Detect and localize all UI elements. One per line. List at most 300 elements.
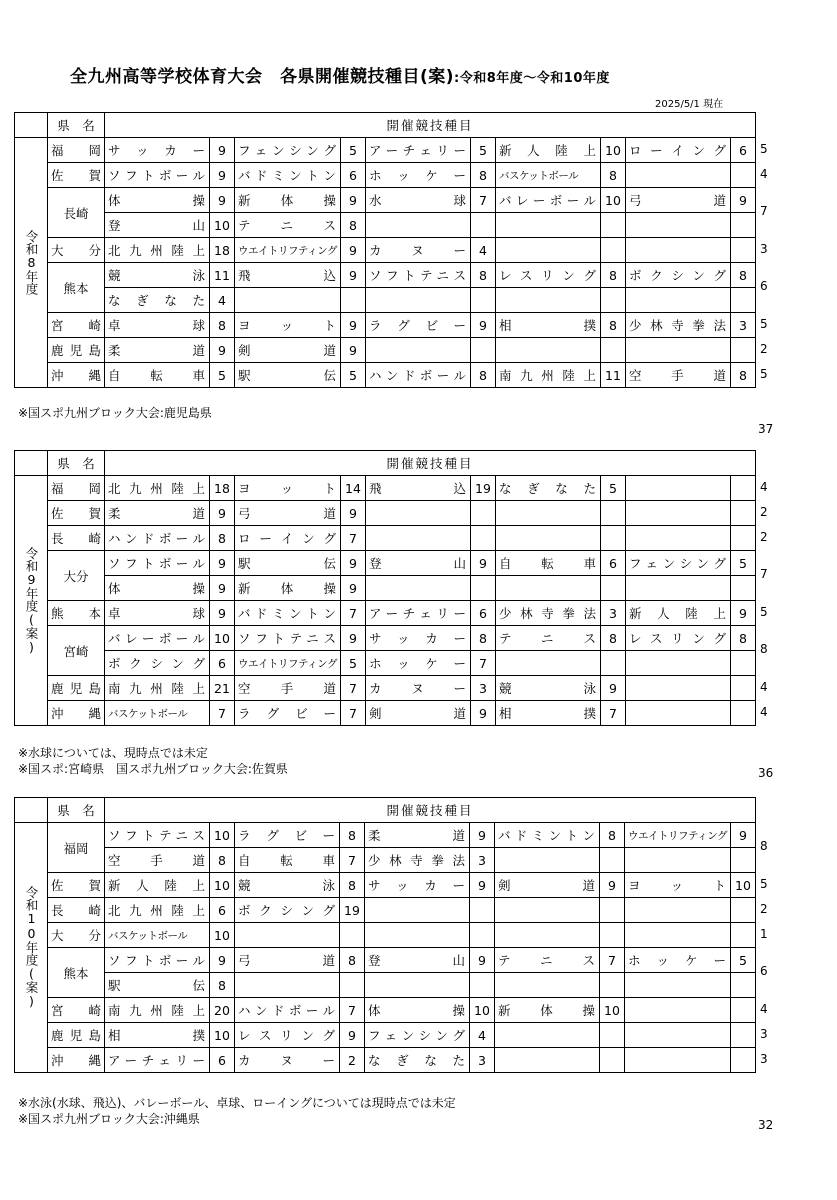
team-count: 6 (210, 898, 235, 923)
team-count: 10 (730, 873, 755, 898)
team-count (470, 288, 495, 313)
team-count: 8 (730, 363, 755, 388)
event-name: 競泳 (105, 263, 210, 288)
event-name (365, 973, 470, 998)
team-count: 4 (470, 1023, 495, 1048)
event-name: バスケットボール (105, 701, 210, 726)
team-count (600, 338, 625, 363)
pref-header: 県 名 (48, 451, 105, 476)
team-count (600, 288, 625, 313)
team-count (600, 501, 625, 526)
team-count (470, 338, 495, 363)
table-row (15, 948, 756, 973)
title-main: 全九州高等学校体育大会 各県開催競技種目(案) (70, 67, 455, 87)
event-name: カヌー (235, 1048, 340, 1073)
event-name (365, 501, 470, 526)
event-name: 剣道 (365, 701, 470, 726)
event-name (365, 288, 470, 313)
grand-total: 37 (758, 422, 774, 436)
team-count: 5 (340, 138, 365, 163)
team-count (730, 213, 755, 238)
event-name (495, 1023, 600, 1048)
row-total: 2 (760, 341, 768, 356)
team-count: 8 (340, 873, 365, 898)
event-name (235, 973, 340, 998)
team-count: 9 (730, 823, 755, 848)
team-count (340, 973, 365, 998)
event-name: 柔道 (105, 338, 210, 363)
event-name: バスケットボール (105, 923, 210, 948)
event-name (625, 238, 730, 263)
events-header: 開催競技種目 (105, 798, 756, 823)
event-name: 相撲 (105, 1023, 210, 1048)
row-total: 8 (760, 642, 768, 656)
table-row (15, 873, 756, 898)
event-name: バスケットボール (495, 163, 600, 188)
event-name: 空手道 (235, 676, 341, 701)
row-total: 5 (760, 604, 768, 619)
prefecture-name: 佐賀 (48, 501, 105, 526)
event-name (625, 898, 731, 923)
event-name (625, 163, 730, 188)
table-row (15, 651, 756, 676)
event-name: 北九州陸上 (105, 898, 210, 923)
event-name (625, 998, 731, 1023)
team-count: 9 (600, 873, 625, 898)
event-name (625, 848, 731, 873)
event-name: テニス (235, 213, 341, 238)
event-name (235, 288, 341, 313)
event-name: ソフトボール (105, 551, 210, 576)
team-count: 7 (470, 188, 495, 213)
team-count (730, 1048, 755, 1073)
team-count (730, 676, 755, 701)
prefecture-name: 鹿児島 (48, 1023, 105, 1048)
team-count: 19 (470, 476, 495, 501)
table-row (15, 476, 756, 501)
row-total: 7 (760, 204, 768, 218)
table-row (15, 163, 756, 188)
team-count: 3 (470, 676, 495, 701)
event-name: 弓道 (235, 501, 341, 526)
team-count (730, 923, 755, 948)
event-name: なぎなた (495, 476, 600, 501)
event-name: ハンドボール (235, 998, 340, 1023)
team-count: 9 (210, 338, 235, 363)
team-count: 10 (600, 138, 625, 163)
event-name (495, 288, 600, 313)
event-name: 南九州陸上 (105, 676, 210, 701)
event-name: 飛込 (235, 263, 341, 288)
prefecture-name: 熊本 (48, 948, 105, 998)
team-count: 8 (340, 823, 365, 848)
event-name: 南九州陸上 (105, 998, 210, 1023)
team-count: 7 (340, 526, 365, 551)
event-name: 卓球 (105, 601, 210, 626)
table-row (15, 923, 756, 948)
schedule-table (14, 112, 756, 388)
event-name (625, 651, 730, 676)
team-count: 8 (600, 263, 625, 288)
team-count: 2 (340, 1048, 365, 1073)
team-count: 9 (210, 188, 235, 213)
team-count: 10 (210, 873, 235, 898)
prefecture-name: 大分 (48, 923, 105, 948)
blank-corner (15, 113, 48, 138)
team-count: 8 (470, 363, 495, 388)
events-header: 開催競技種目 (105, 113, 756, 138)
team-count: 9 (340, 238, 365, 263)
team-count (730, 526, 755, 551)
event-name (625, 923, 731, 948)
event-name: バドミントン (235, 601, 341, 626)
event-name (625, 526, 730, 551)
team-count: 7 (210, 701, 235, 726)
team-count: 8 (600, 626, 625, 651)
team-count: 7 (600, 948, 625, 973)
row-total: 4 (760, 1001, 768, 1016)
row-total: 4 (760, 679, 768, 694)
event-name (625, 1048, 731, 1073)
team-count: 3 (600, 601, 625, 626)
event-name: 体操 (105, 576, 210, 601)
event-name: アーチェリー (105, 1048, 210, 1073)
row-total: 6 (760, 279, 768, 293)
event-name: 新人陸上 (105, 873, 210, 898)
event-name (495, 576, 600, 601)
event-name: 空手道 (105, 848, 210, 873)
team-count: 10 (210, 823, 235, 848)
prefecture-name: 福岡 (48, 823, 105, 873)
team-count (730, 576, 755, 601)
event-name: 少林寺拳法 (495, 601, 600, 626)
event-name (495, 651, 600, 676)
prefecture-name: 鹿児島 (48, 676, 105, 701)
event-name (365, 898, 470, 923)
event-name: サッカー (365, 626, 470, 651)
prefecture-name: 宮崎 (48, 626, 105, 676)
team-count: 6 (210, 1048, 235, 1073)
event-name: ホッケー (365, 651, 470, 676)
table-row (15, 701, 756, 726)
event-name: サッカー (365, 873, 470, 898)
team-count: 21 (210, 676, 235, 701)
team-count: 10 (210, 923, 235, 948)
team-count: 7 (340, 701, 365, 726)
team-count: 8 (600, 823, 625, 848)
team-count: 9 (210, 551, 235, 576)
blank-corner (15, 798, 48, 823)
event-name: なぎなた (105, 288, 210, 313)
prefecture-name: 宮崎 (48, 998, 105, 1023)
team-count: 11 (600, 363, 625, 388)
event-name: ローイング (235, 526, 341, 551)
event-name: 剣道 (235, 338, 341, 363)
row-total: 4 (760, 704, 768, 719)
row-total: 1 (760, 926, 768, 941)
team-count (730, 476, 755, 501)
event-name (625, 476, 730, 501)
event-name (495, 213, 600, 238)
event-name (365, 526, 470, 551)
team-count: 7 (470, 651, 495, 676)
team-count (600, 526, 625, 551)
grand-total: 32 (758, 1118, 774, 1132)
table-row (15, 1048, 756, 1073)
event-name: バドミントン (495, 823, 600, 848)
team-count: 8 (210, 848, 235, 873)
team-count (600, 973, 625, 998)
team-count (470, 898, 495, 923)
row-total: 5 (760, 366, 768, 381)
event-name: ウエイトリフティング (235, 238, 341, 263)
team-count: 3 (470, 1048, 495, 1073)
team-count: 3 (470, 848, 495, 873)
pref-header: 県 名 (48, 113, 105, 138)
row-total: 3 (760, 1051, 768, 1066)
team-count: 10 (600, 188, 625, 213)
team-count (600, 651, 625, 676)
team-count: 10 (210, 213, 235, 238)
table-row (15, 848, 756, 873)
table-row (15, 338, 756, 363)
team-count (600, 848, 625, 873)
table-row (15, 501, 756, 526)
prefecture-name: 福岡 (48, 138, 105, 163)
prefecture-name: 沖縄 (48, 1048, 105, 1073)
team-count (470, 973, 495, 998)
event-name: 少林寺拳法 (625, 313, 730, 338)
event-name (495, 338, 600, 363)
event-name (625, 676, 730, 701)
table-row (15, 213, 756, 238)
prefecture-name: 福岡 (48, 476, 105, 501)
team-count: 5 (340, 363, 365, 388)
event-name: 駅伝 (105, 973, 210, 998)
table-row (15, 898, 756, 923)
row-total: 3 (760, 241, 768, 256)
team-count: 8 (210, 313, 235, 338)
team-count: 10 (210, 626, 235, 651)
team-count (470, 501, 495, 526)
team-count: 9 (470, 551, 495, 576)
team-count: 4 (470, 238, 495, 263)
team-count: 6 (470, 601, 495, 626)
event-name: アーチェリー (365, 138, 470, 163)
team-count: 5 (470, 138, 495, 163)
table-row (15, 626, 756, 651)
event-name: バドミントン (235, 163, 341, 188)
event-name: 自転車 (105, 363, 210, 388)
event-name: ボクシング (105, 651, 210, 676)
event-name: 弓道 (235, 948, 340, 973)
events-header: 開催競技種目 (105, 451, 756, 476)
event-name: テニス (495, 626, 600, 651)
event-name (625, 338, 730, 363)
team-count (730, 163, 755, 188)
team-count (730, 701, 755, 726)
footnote: ※国スポ:宮崎県 国スポ九州ブロック大会:佐賀県 (18, 762, 288, 776)
table-row (15, 973, 756, 998)
team-count: 10 (600, 998, 625, 1023)
prefecture-name: 沖縄 (48, 363, 105, 388)
footnote: ※国スポ九州ブロック大会:鹿児島県 (18, 406, 212, 420)
event-name: 少林寺拳法 (365, 848, 470, 873)
event-name: レスリング (625, 626, 730, 651)
event-name: 体操 (105, 188, 210, 213)
team-count: 5 (600, 476, 625, 501)
header-row (15, 451, 756, 476)
prefecture-name: 熊本 (48, 263, 105, 313)
prefecture-name: 熊本 (48, 601, 105, 626)
event-name: ラグビー (235, 701, 341, 726)
header-row (15, 798, 756, 823)
footnote: ※水球については、現時点では未定 (18, 746, 208, 760)
event-name: 柔道 (105, 501, 210, 526)
event-name: バレーボール (105, 626, 210, 651)
team-count: 8 (210, 973, 235, 998)
team-count: 7 (340, 848, 365, 873)
team-count (470, 923, 495, 948)
team-count (730, 338, 755, 363)
team-count: 3 (730, 313, 755, 338)
event-name: 水球 (365, 188, 470, 213)
event-name: フェンシング (625, 551, 730, 576)
team-count (600, 1048, 625, 1073)
team-count: 8 (340, 213, 365, 238)
event-name: 柔道 (365, 823, 470, 848)
event-name: カヌー (365, 676, 470, 701)
prefecture-name: 大分 (48, 238, 105, 263)
team-count: 9 (600, 676, 625, 701)
row-total: 8 (760, 839, 768, 853)
event-name: フェンシング (235, 138, 341, 163)
event-name: 競泳 (235, 873, 340, 898)
event-name: 登山 (105, 213, 210, 238)
team-count: 9 (340, 1023, 365, 1048)
event-name: カヌー (365, 238, 470, 263)
row-total: 3 (760, 1026, 768, 1041)
team-count (600, 1023, 625, 1048)
team-count: 9 (730, 188, 755, 213)
event-name: 競泳 (495, 676, 600, 701)
team-count: 9 (340, 626, 365, 651)
row-total: 5 (760, 316, 768, 331)
event-name: 新人陸上 (625, 601, 730, 626)
team-count: 20 (210, 998, 235, 1023)
event-name: テニス (495, 948, 600, 973)
row-total: 6 (760, 964, 768, 978)
team-count: 9 (210, 163, 235, 188)
team-count (470, 526, 495, 551)
event-name: アーチェリー (365, 601, 470, 626)
event-name: ウエイトリフティング (625, 823, 731, 848)
team-count: 9 (340, 188, 365, 213)
event-name: ソフトボール (105, 948, 210, 973)
team-count: 18 (210, 476, 235, 501)
event-name (625, 1023, 731, 1048)
event-name: 新体操 (495, 998, 600, 1023)
prefecture-name: 鹿児島 (48, 338, 105, 363)
team-count: 5 (210, 363, 235, 388)
event-name: レスリング (235, 1023, 340, 1048)
event-name: サッカー (105, 138, 210, 163)
era-label: 令和9年度(案) (15, 476, 48, 726)
event-name: ハンドボール (105, 526, 210, 551)
team-count (600, 898, 625, 923)
team-count: 7 (340, 998, 365, 1023)
table-row (15, 313, 756, 338)
event-name: 飛込 (365, 476, 470, 501)
event-name (625, 701, 730, 726)
event-name: 体操 (365, 998, 470, 1023)
table-row (15, 676, 756, 701)
event-name (365, 213, 470, 238)
prefecture-name: 宮崎 (48, 313, 105, 338)
team-count (730, 898, 755, 923)
event-name: ヨット (625, 873, 731, 898)
team-count (600, 923, 625, 948)
team-count (730, 501, 755, 526)
event-name: バレーボール (495, 188, 600, 213)
event-name: 剣道 (495, 873, 600, 898)
row-total: 5 (760, 141, 768, 156)
table-row (15, 551, 756, 576)
event-name (495, 898, 600, 923)
team-count: 8 (210, 526, 235, 551)
event-name: フェンシング (365, 1023, 470, 1048)
era-label: 令和10年度(案) (15, 823, 48, 1073)
event-name (625, 973, 731, 998)
event-name: ソフトボール (105, 163, 210, 188)
event-name (495, 973, 600, 998)
team-count: 8 (470, 263, 495, 288)
pref-header: 県 名 (48, 798, 105, 823)
event-name (365, 923, 470, 948)
team-count: 8 (470, 626, 495, 651)
grand-total: 36 (758, 766, 774, 780)
event-name (625, 288, 730, 313)
event-name: 北九州陸上 (105, 476, 210, 501)
team-count (470, 213, 495, 238)
team-count: 4 (210, 288, 235, 313)
team-count: 9 (210, 501, 235, 526)
event-name: 新人陸上 (495, 138, 600, 163)
row-total: 2 (760, 529, 768, 544)
event-name: ローイング (625, 138, 730, 163)
team-count: 9 (470, 823, 495, 848)
team-count: 10 (210, 1023, 235, 1048)
event-name: ソフトテニス (365, 263, 470, 288)
team-count (470, 576, 495, 601)
event-name: 自転車 (495, 551, 600, 576)
team-count: 9 (470, 873, 495, 898)
event-name: 南九州陸上 (495, 363, 600, 388)
row-total: 7 (760, 567, 768, 581)
event-name: ソフトテニス (105, 823, 210, 848)
event-name: ソフトテニス (235, 626, 341, 651)
team-count: 8 (340, 948, 365, 973)
prefecture-name: 佐賀 (48, 873, 105, 898)
team-count: 9 (470, 701, 495, 726)
event-name (365, 338, 470, 363)
event-name: ヨット (235, 313, 341, 338)
team-count: 6 (600, 551, 625, 576)
team-count (600, 238, 625, 263)
table-row (15, 238, 756, 263)
footnote: ※国スポ九州ブロック大会:沖縄県 (18, 1112, 200, 1126)
table-row (15, 576, 756, 601)
